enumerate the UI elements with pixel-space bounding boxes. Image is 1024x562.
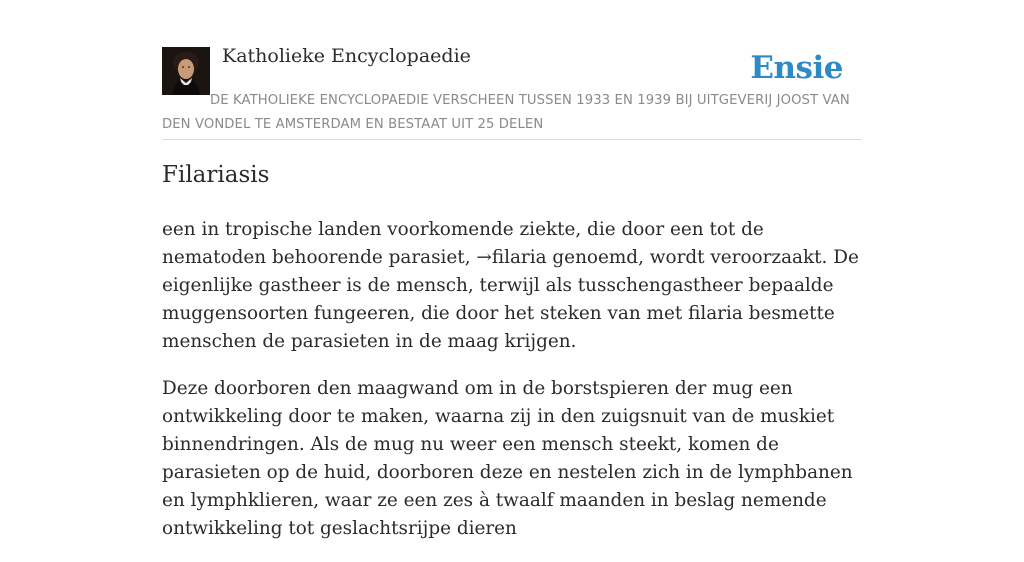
paragraph-1-end: genoemd, wordt veroorzaakt. De eigenlijke gastheer is de mensch, terwijl als tusschengastheer bepaalde muggensoorten fungeeren, die door het steken van met filaria besmette menschen de parasieten in de maag krijgen. xyxy=(162,247,859,352)
article-body xyxy=(162,216,862,562)
site-header xyxy=(162,0,862,140)
arrow-icon: → xyxy=(476,247,492,268)
filaria-link[interactable] xyxy=(476,247,546,268)
paragraph-1 xyxy=(162,216,862,356)
brand-logo[interactable]: Ensie xyxy=(750,50,843,86)
filaria-link-label: filaria xyxy=(491,247,547,268)
paragraph-2: Deze doorboren den maagwand om in de borstspieren der mug een ontwikkeling door te maken, waarna zij in den zuigsnuit van de muskiet binnendringen. Als de mug nu weer een mensch steekt, komen de parasieten op de huid, doorboren deze en nestelen zich in de lymphbanen en lymphklieren, waar ze een zes à twaalf maanden in beslag nemende ontwikkeling tot geslachtsrijpe dieren xyxy=(162,378,853,539)
site-description: DE KATHOLIEKE ENCYCLOPAEDIE VERSCHEEN TUSSEN 1933 EN 1939 BIJ UITGEVERIJ JOOST VAN DEN VONDEL TE AMSTERDAM EN BESTAAT UIT 25 DELEN xyxy=(162,93,850,132)
site-title[interactable]: Katholieke Encyclopaedie xyxy=(222,45,471,67)
avatar[interactable] xyxy=(162,47,210,95)
article-title: Filariasis xyxy=(162,162,270,188)
paragraph-1-start: een in tropische landen voorkomende ziekte, die door een tot de nematoden behoorende parasiet, xyxy=(162,219,764,268)
content-container xyxy=(162,0,862,539)
portrait-icon xyxy=(162,47,210,95)
